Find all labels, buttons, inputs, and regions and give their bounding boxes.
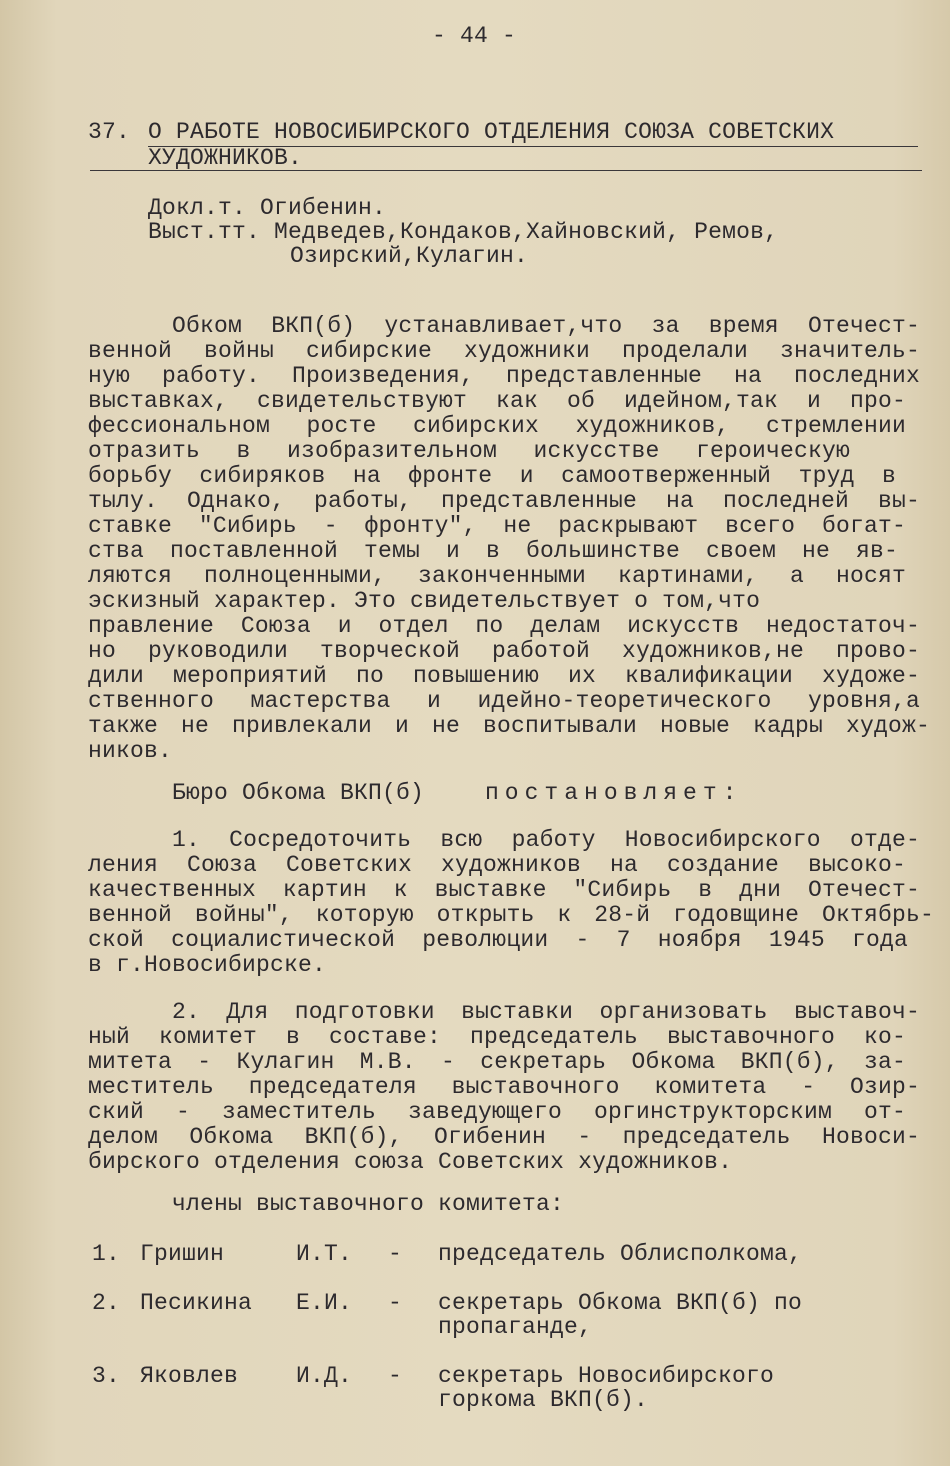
body-line: борьбу сибиряков на фронте и самоотверженный труд в: [88, 463, 896, 489]
item2-line: митета - Кулагин М.В. - секретарь Обкома ВКП(б), за-: [88, 1049, 906, 1075]
item2-line: ный комитет в составе: председатель выставочного ко-: [88, 1024, 906, 1050]
heading-line1: О РАБОТЕ НОВОСИБИРСКОГО ОТДЕЛЕНИЯ СОЮЗА СОВЕТСКИХ: [148, 118, 918, 147]
item1-line: ской социалистической революции - 7 ноября 1945 года: [88, 927, 908, 953]
member-number: 2.: [92, 1290, 121, 1316]
body-line: ную работу. Произведения, представленные на последних: [88, 363, 920, 389]
member-initials: Е.И.: [296, 1290, 353, 1316]
speakers-line1: Выст.тт. Медведев,Кондаков,Хайновский, Ремов,: [148, 219, 779, 245]
body-line: эскизный характер. Это свидетельствует о том,что: [88, 588, 761, 614]
member-role: секретарь Обкома ВКП(б) по: [438, 1290, 803, 1316]
item2-line: 2. Для подготовки выставки организовать выставоч-: [172, 999, 920, 1025]
item1-line: качественных картин к выставке "Сибирь в дни Отечест-: [88, 877, 920, 903]
member-number: 3.: [92, 1363, 121, 1389]
heading-line2: ХУДОЖНИКОВ.: [148, 145, 303, 171]
page-number: - 44 -: [432, 23, 517, 49]
member-number: 1.: [92, 1241, 121, 1267]
body-line: ставке "Сибирь - фронту", не раскрывают всего богат-: [88, 513, 906, 539]
body-line: венной войны сибирские художники проделали значитель-: [88, 338, 920, 364]
body-line: фессиональном росте сибирских художников, стремлении: [88, 413, 906, 439]
body-line: но руководили творческой работой художников,не прово-: [88, 638, 920, 664]
body-line: также не привлекали и не воспитывали новые кадры худож-: [88, 713, 930, 739]
members-heading: члены выставочного комитета:: [172, 1191, 565, 1217]
member-surname: Гришин: [140, 1241, 225, 1267]
member-dash: -: [388, 1290, 403, 1316]
item2-line: бирского отделения союза Советских художников.: [88, 1149, 733, 1175]
body-line: отразить в изобразительном искусстве героическую: [88, 438, 850, 464]
member-initials: И.Д.: [296, 1363, 353, 1389]
member-role-cont: пропаганде,: [438, 1314, 593, 1340]
resolution-verb: постановляет:: [485, 780, 743, 806]
member-role-cont: горкома ВКП(б).: [438, 1387, 649, 1413]
resolution-prefix: Бюро Обкома ВКП(б): [172, 780, 425, 806]
member-initials: И.Т.: [296, 1241, 353, 1267]
heading-underline: [90, 170, 922, 171]
body-line: ников.: [88, 738, 173, 764]
heading-number: 37.: [88, 119, 131, 145]
item2-line: ский - заместитель заведующего оргинструкторским от-: [88, 1099, 906, 1125]
body-line: ляются полноценными, законченными картинами, а носят: [88, 563, 906, 589]
report-line: Докл.т. Огибенин.: [148, 195, 387, 221]
item2-line: делом Обкома ВКП(б), Огибенин - председатель Новоси-: [88, 1124, 920, 1150]
item1-line: 1. Сосредоточить всю работу Новосибирского отде-: [172, 827, 920, 853]
body-line: тылу. Однако, работы, представленные на последней вы-: [88, 488, 920, 514]
member-dash: -: [388, 1363, 403, 1389]
member-role: секретарь Новосибирского: [438, 1363, 775, 1389]
member-surname: Яковлев: [140, 1363, 239, 1389]
body-line: правление Союза и отдел по делам искусств недостаточ-: [88, 613, 920, 639]
body-line: ственного мастерства и идейно-теоретического уровня,а: [88, 688, 920, 714]
member-surname: Песикина: [140, 1290, 253, 1316]
body-line: Обком ВКП(б) устанавливает,что за время Отечест-: [172, 313, 920, 339]
body-line: дили мероприятий по повышению их квалификации художе-: [88, 663, 920, 689]
item2-line: меститель председателя выставочного комитета - Озир-: [88, 1074, 920, 1100]
item1-line: венной войны", которую открыть к 28-й годовщине Октябрь-: [88, 902, 934, 928]
member-dash: -: [388, 1241, 403, 1267]
item1-line: ления Союза Советских художников на создание высоко-: [88, 852, 906, 878]
speakers-line2: Озирский,Кулагин.: [290, 243, 529, 269]
item1-line: в г.Новосибирске.: [88, 952, 327, 978]
body-line: ства поставленной темы и в большинстве своем не яв-: [88, 538, 898, 564]
body-line: выставках, свидетельствуют как об идейном,так и про-: [88, 388, 906, 414]
member-role: председатель Облисполкома,: [438, 1241, 803, 1267]
